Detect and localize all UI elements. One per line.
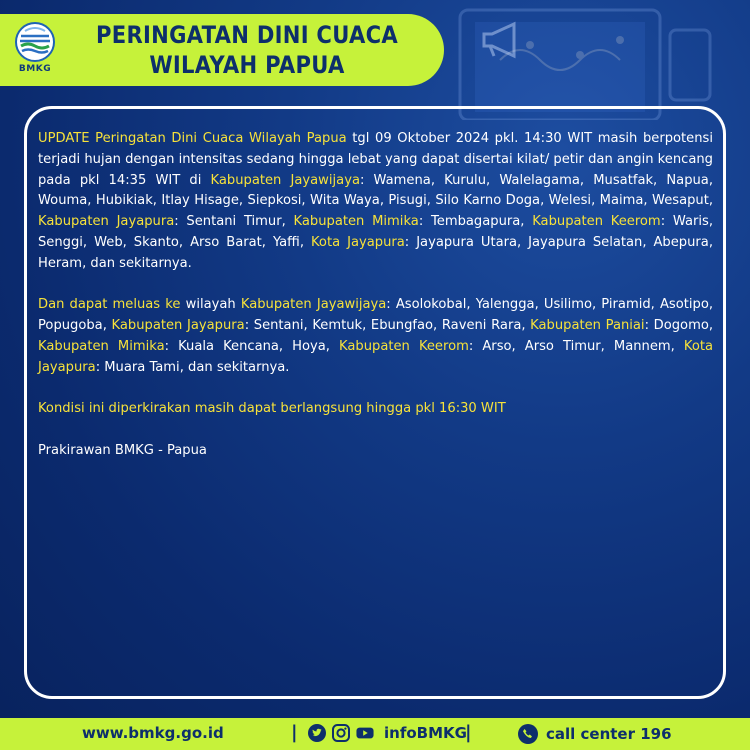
page-title bbox=[72, 20, 422, 80]
call-center[interactable] bbox=[518, 724, 672, 744]
megaphone-icon bbox=[478, 20, 528, 60]
highlighted-text: Kabupaten Jayapura bbox=[111, 318, 245, 334]
body-text: : Wamena, Kurulu, Walelagama, Musatfak, Napua, Wouma, Hubikiak, Itlay Hisage, Siepkosi, Wita Waya, Pisugi, Silo Karno Doga, Welesi, Maima, Wesaput, bbox=[38, 172, 713, 209]
title-banner bbox=[0, 14, 444, 86]
highlighted-text: Kota Jayapura bbox=[38, 338, 714, 375]
bulletin-signature: Prakirawan BMKG - Papua bbox=[38, 442, 207, 458]
highlighted-text: Dan dapat meluas ke bbox=[38, 297, 181, 313]
bmkg-logo-emblem bbox=[15, 22, 55, 62]
title-line-1: PERINGATAN DINI CUACA bbox=[96, 21, 398, 49]
body-text: : Muara Tami, dan sekitarnya. bbox=[95, 359, 290, 375]
youtube-icon[interactable] bbox=[356, 724, 374, 742]
body-text: : Sentani, Kemtuk, Ebungfao, Raveni Rara, bbox=[244, 318, 531, 334]
bulletin-panel bbox=[24, 106, 726, 699]
highlighted-text: Kabupaten Jayapura bbox=[38, 214, 175, 230]
highlighted-text: Kabupaten Mimika bbox=[38, 338, 165, 354]
logo-label: BMKG bbox=[18, 64, 52, 74]
footer-bar bbox=[0, 718, 750, 750]
bulletin-paragraph-1 bbox=[38, 129, 713, 275]
bmkg-logo bbox=[12, 22, 58, 78]
footer-separator: | bbox=[465, 722, 472, 743]
highlighted-text: Kabupaten Mimika bbox=[293, 214, 419, 230]
highlighted-text: Kabupaten Jayawijaya bbox=[240, 297, 387, 313]
highlighted-text: Kabupaten Paniai bbox=[530, 318, 645, 334]
social-links bbox=[308, 724, 467, 742]
highlighted-text: Kabupaten Keerom bbox=[532, 214, 661, 230]
bulletin-paragraph-3: Kondisi ini diperkirakan masih dapat berlangsung hingga pkl 16:30 WIT bbox=[38, 401, 506, 417]
twitter-icon[interactable] bbox=[308, 724, 326, 742]
call-center-label: call center 196 bbox=[546, 725, 672, 743]
body-text: : Arso, Arso Timur, Mannem, bbox=[468, 338, 684, 354]
website-link[interactable]: www.bmkg.go.id bbox=[82, 724, 224, 742]
highlighted-text: Kabupaten Keerom bbox=[339, 338, 469, 354]
highlighted-text: Kabupaten Jayawijaya bbox=[210, 172, 360, 188]
highlighted-text: Kota Jayapura bbox=[311, 234, 405, 250]
body-text: wilayah bbox=[180, 297, 241, 313]
body-text: : Tembagapura, bbox=[418, 214, 533, 230]
title-line-2: WILAYAH PAPUA bbox=[149, 51, 345, 79]
device-illustration bbox=[430, 0, 730, 120]
body-text: : Kuala Kencana, Hoya, bbox=[164, 338, 340, 354]
body-text: tgl 09 Oktober 2024 pkl. 14:30 WIT masih berpotensi terjadi hujan dengan intensitas sedang hingga lebat yang dapat disertai kilat/ petir dan angin kencang pada pkl 14:35 WIT di bbox=[38, 131, 713, 188]
body-text: : Asolokobal, Yalengga, Usilimo, Piramid, Asotipo, Popugoba, bbox=[38, 297, 714, 334]
social-handle[interactable]: infoBMKG bbox=[384, 724, 467, 742]
phone-icon bbox=[518, 724, 538, 744]
footer-separator: | bbox=[291, 722, 298, 743]
instagram-icon[interactable] bbox=[332, 724, 350, 742]
body-text: : Dogomo, bbox=[644, 318, 713, 334]
body-text: : Jayapura Utara, Jayapura Selatan, Abepura, Heram, dan sekitarnya. bbox=[38, 234, 713, 271]
bulletin-paragraph-2 bbox=[38, 295, 713, 378]
body-text: : Waris, Senggi, Web, Skanto, Arso Barat, Yaffi, bbox=[38, 214, 713, 250]
highlighted-text: UPDATE Peringatan Dini Cuaca Wilayah Papua bbox=[38, 131, 347, 146]
body-text: : Sentani Timur, bbox=[174, 214, 294, 230]
